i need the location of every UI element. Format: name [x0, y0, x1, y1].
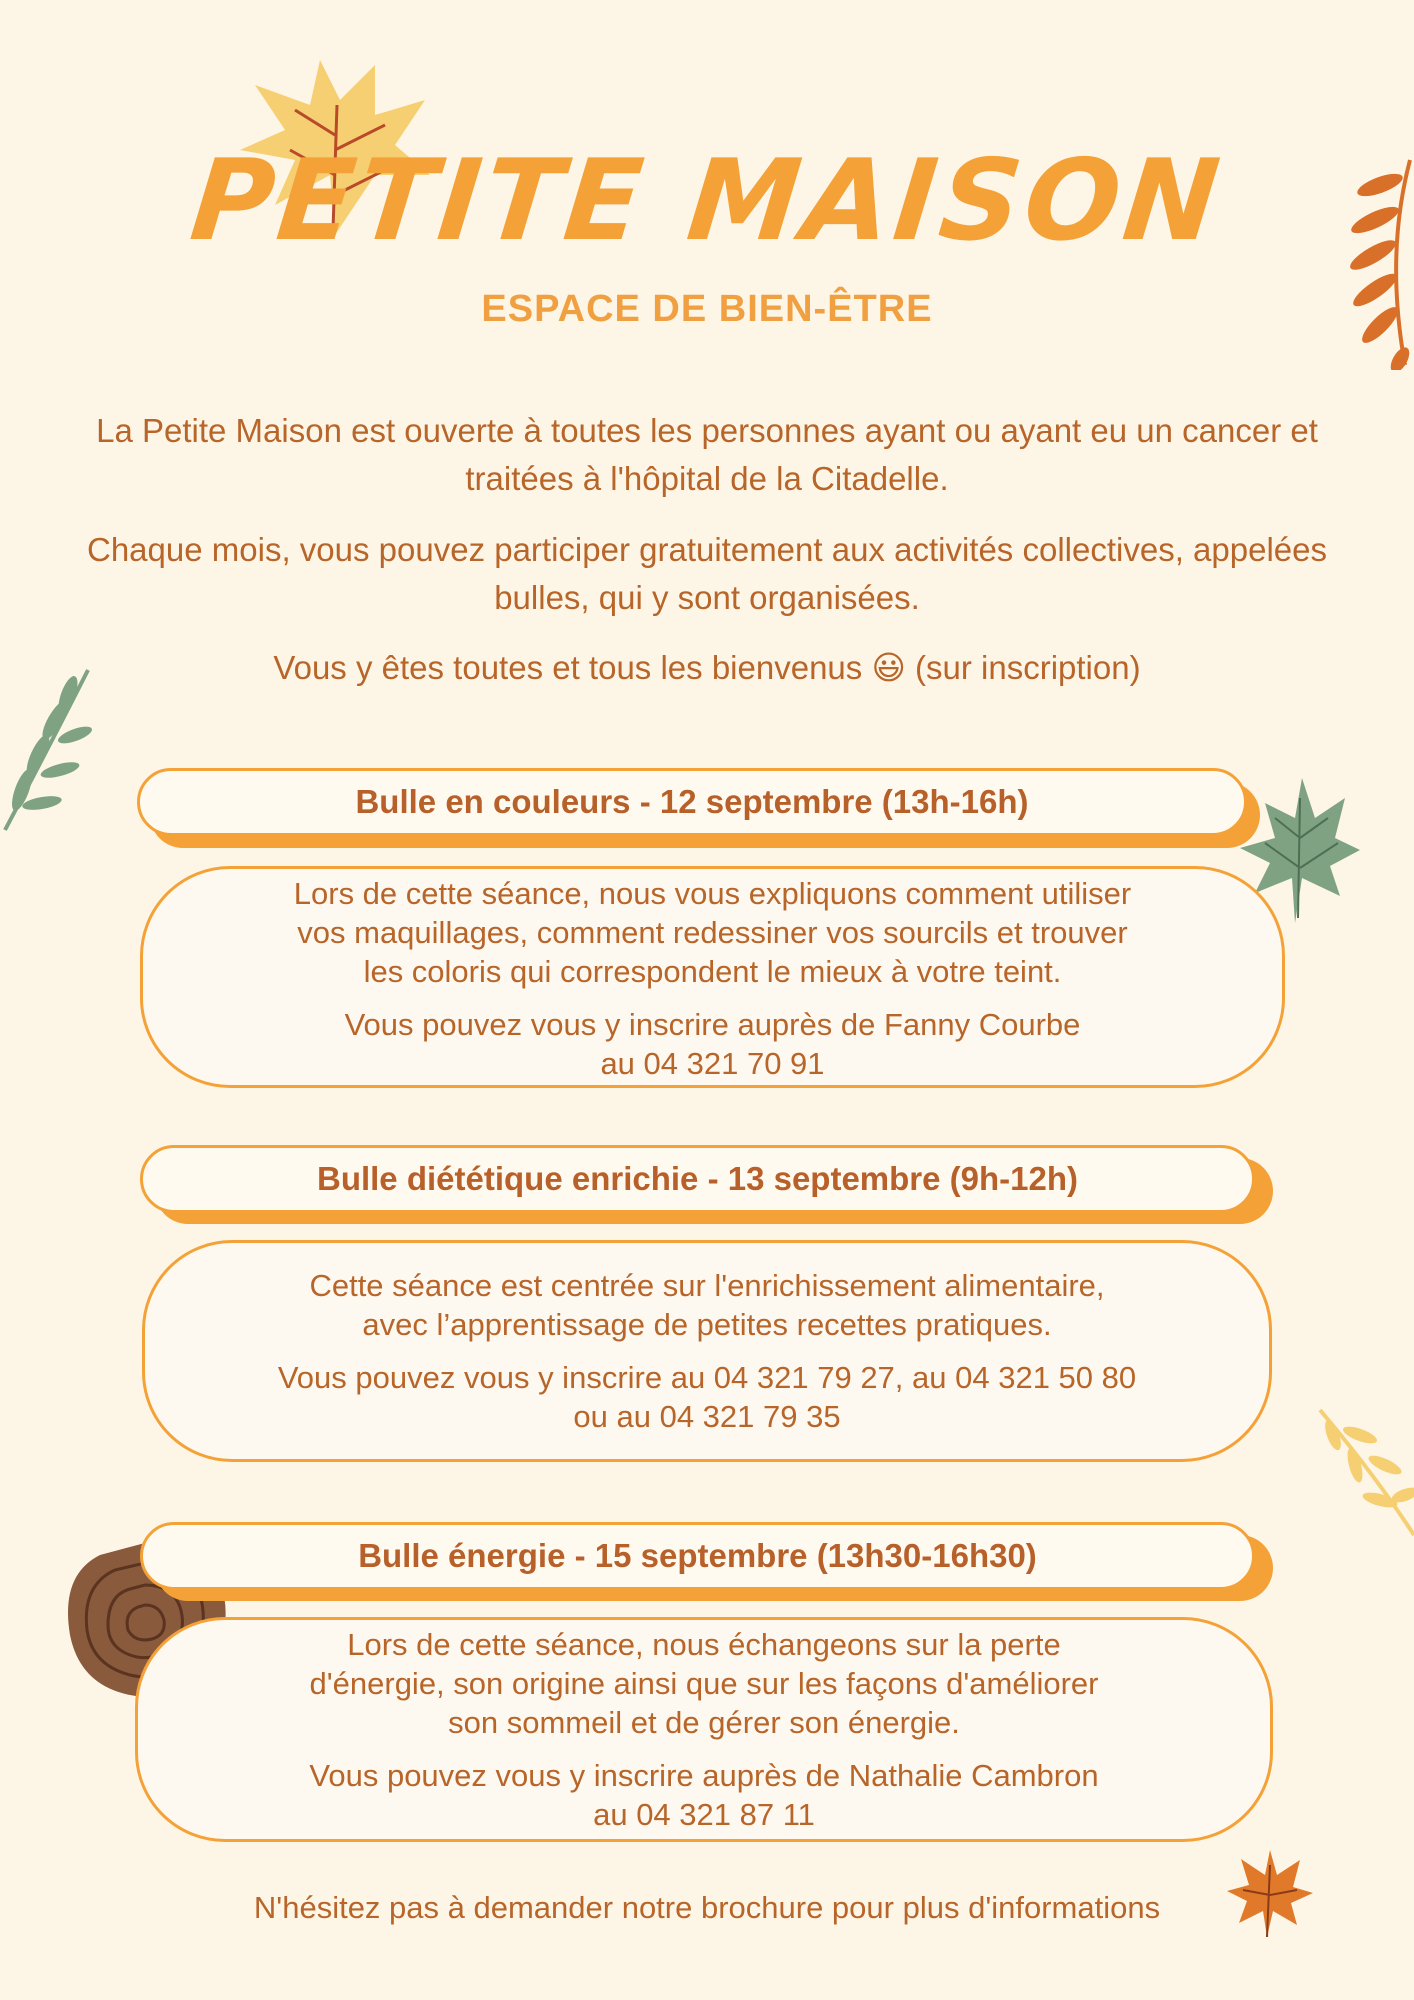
session-3-contact-line-2: au 04 321 87 11: [593, 1797, 815, 1832]
session-1-contact-line-2: au 04 321 70 91: [600, 1046, 825, 1081]
yellow-fern-branch-icon: [1315, 1405, 1414, 1555]
session-header-1: Bulle en couleurs - 12 septembre (13h-16h): [137, 768, 1247, 836]
session-2-desc-line-1: Cette séance est centrée sur l'enrichissement alimentaire,: [309, 1268, 1105, 1303]
session-2-desc-line-2: avec l’apprentissage de petites recettes pratiques.: [362, 1307, 1052, 1342]
intro-paragraph-2: Chaque mois, vous pouvez participer gratuitement aux activités collectives, appelées bulles, qui y sont organisées.: [87, 531, 1327, 616]
page-subtitle: ESPACE DE BIEN-ÊTRE: [481, 288, 933, 330]
intro-paragraph-3: Vous y êtes toutes et tous les bienvenus 😃 (sur inscription): [273, 649, 1141, 686]
session-2-contact-line-1: Vous pouvez vous y inscrire au 04 321 79 27, au 04 321 50 80: [277, 1360, 1137, 1395]
session-2-contact-line-2: ou au 04 321 79 35: [573, 1399, 841, 1434]
session-card-2: [142, 1240, 1272, 1462]
session-header-3: Bulle énergie - 15 septembre (13h30-16h30): [140, 1522, 1255, 1590]
session-1-desc-line-3: les coloris qui correspondent le mieux à votre teint.: [363, 954, 1062, 989]
session-1-contact-line-1: Vous pouvez vous y inscrire auprès de Fanny Courbe: [344, 1007, 1081, 1042]
session-1-desc-line-2: vos maquillages, comment redessiner vos sourcils et trouver: [297, 915, 1128, 950]
page-title: PETITE MAISON: [185, 136, 1229, 266]
session-3-contact-line-1: Vous pouvez vous y inscrire auprès de Nathalie Cambron: [309, 1758, 1099, 1793]
intro-paragraph-1: La Petite Maison est ouverte à toutes les personnes ayant ou ayant eu un cancer et traitées à l'hôpital de la Citadelle.: [96, 412, 1318, 497]
session-card-1: [140, 866, 1285, 1088]
session-1-desc-line-1: Lors de cette séance, nous vous expliquons comment utiliser: [293, 876, 1132, 911]
session-3-desc-line-1: Lors de cette séance, nous échangeons sur la perte: [347, 1627, 1061, 1662]
session-3-desc-line-3: son sommeil et de gérer son énergie.: [448, 1705, 960, 1740]
footer-note: N'hésitez pas à demander notre brochure pour plus d'informations: [253, 1890, 1161, 1925]
session-card-3: [135, 1617, 1273, 1842]
session-3-desc-line-2: d'énergie, son origine ainsi que sur les façons d'améliorer: [309, 1666, 1099, 1701]
session-header-2: Bulle diététique enrichie - 13 septembre (9h-12h): [140, 1145, 1255, 1213]
